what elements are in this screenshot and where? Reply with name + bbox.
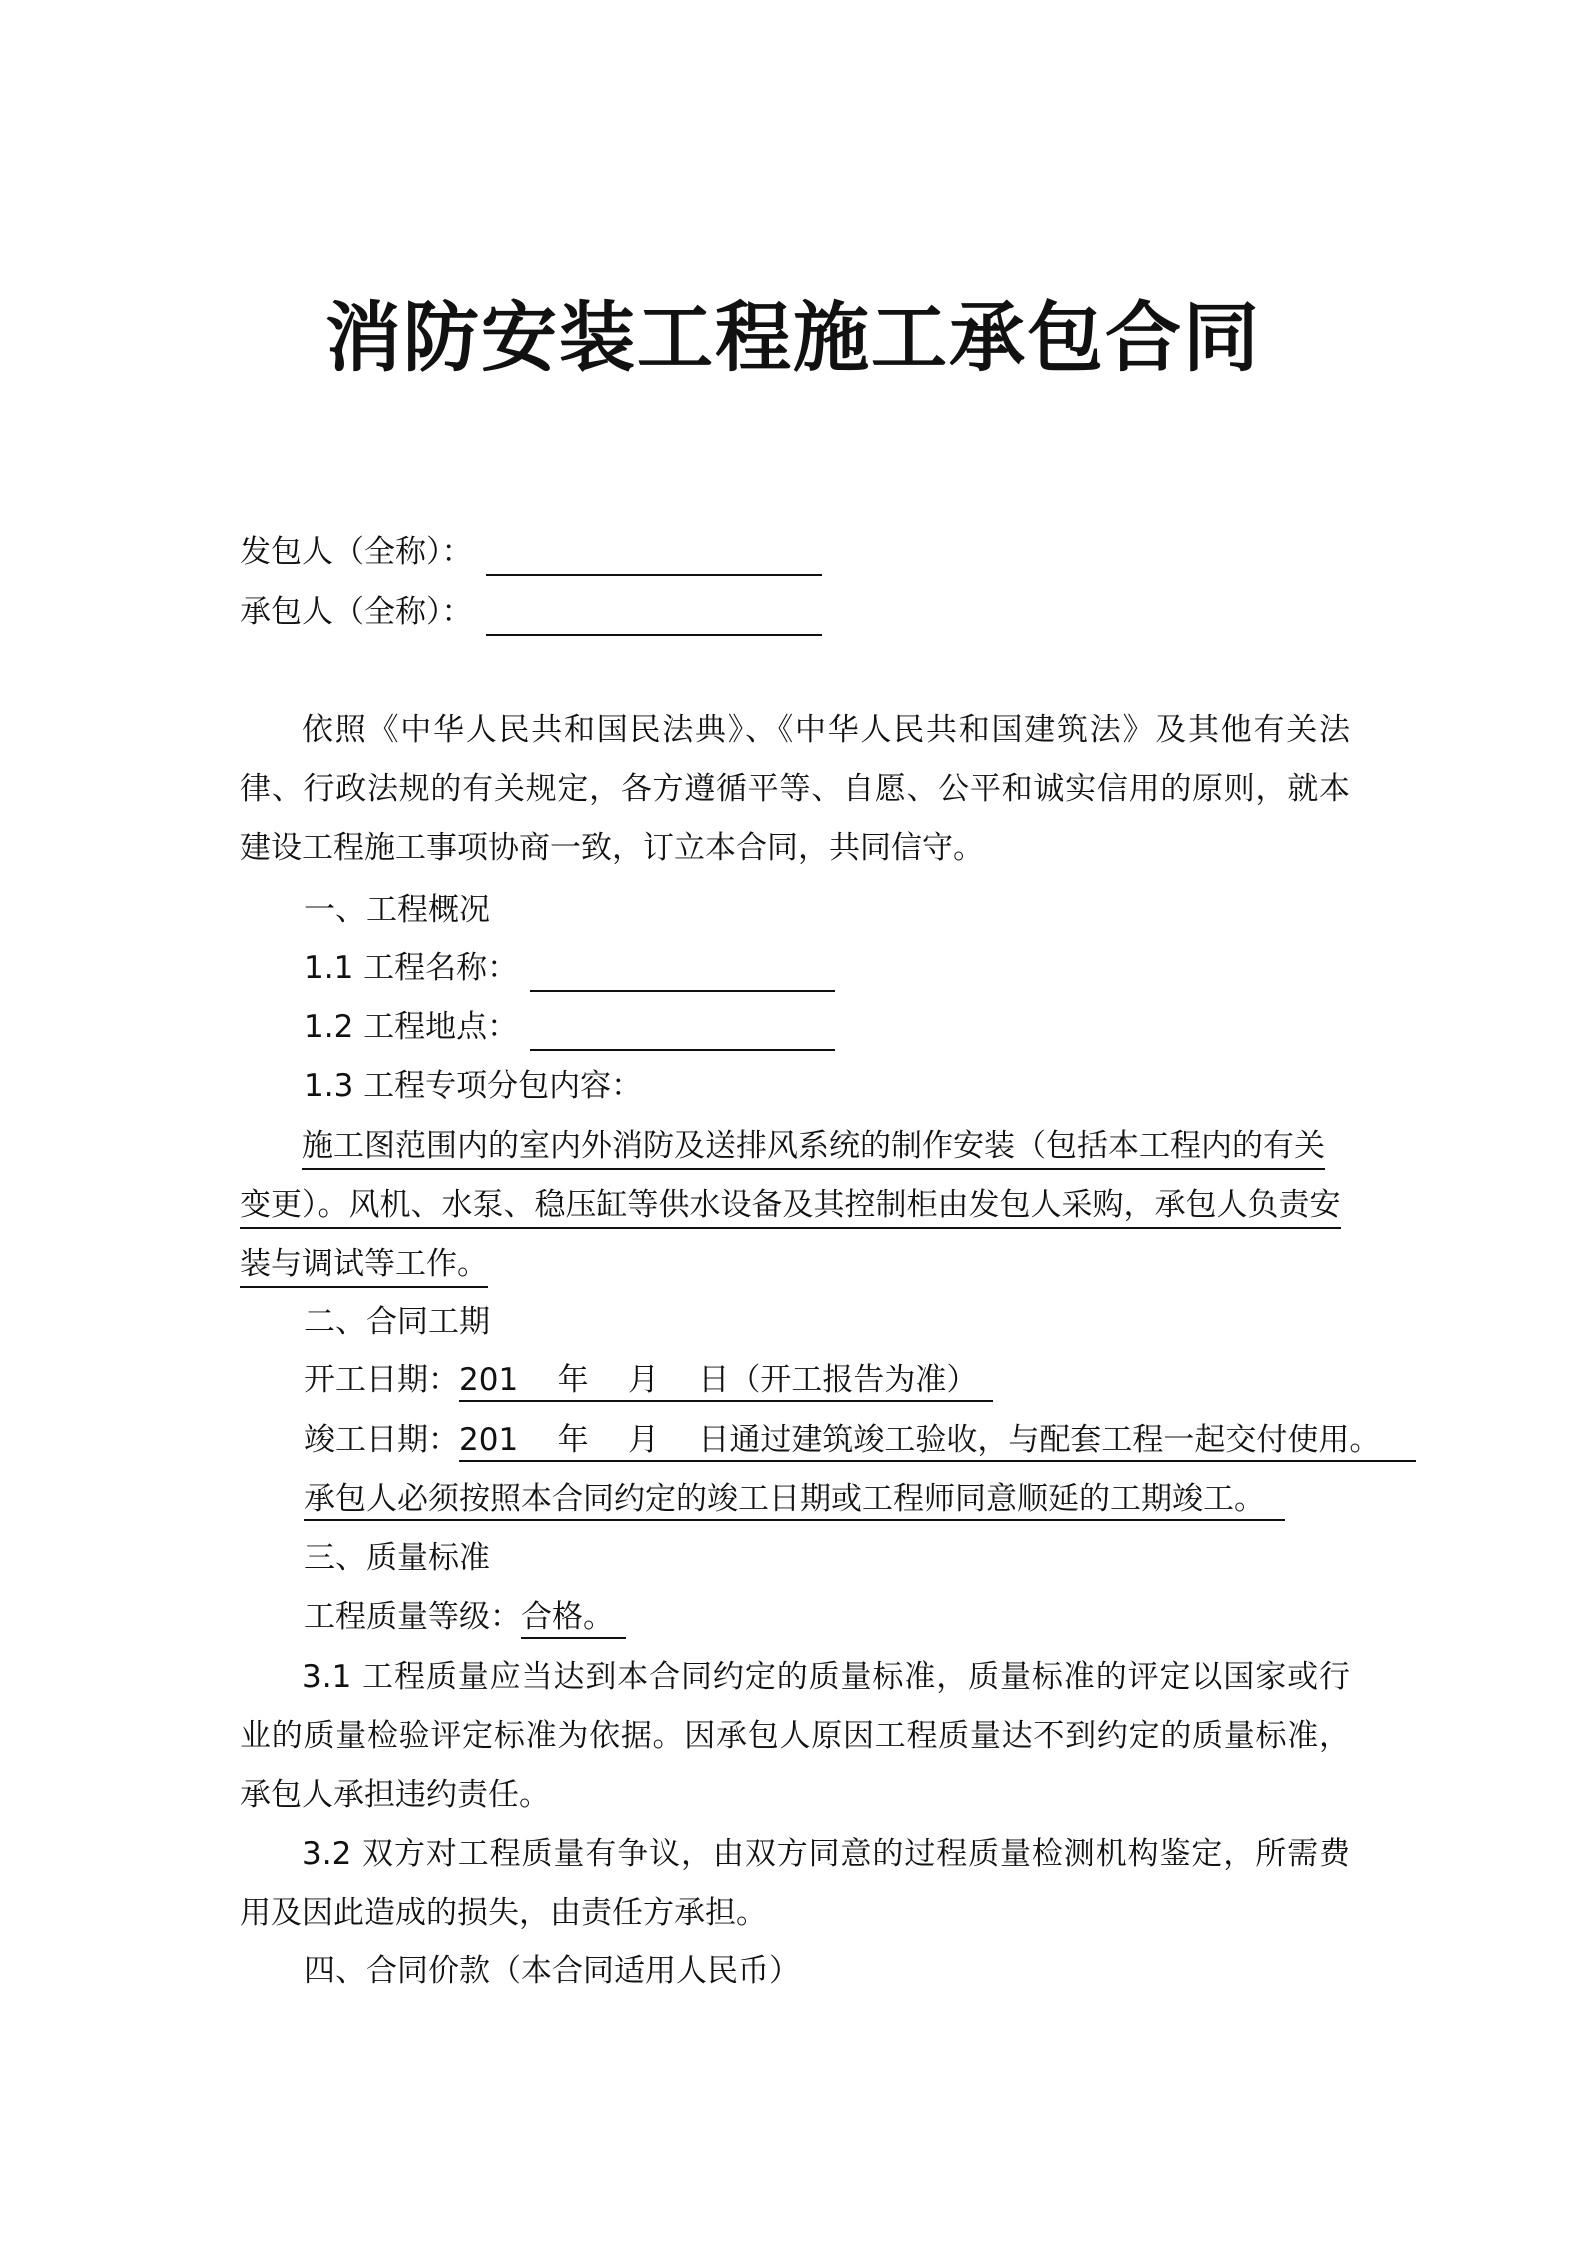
contractor-name-blank[interactable] <box>486 634 822 636</box>
section3-heading: 三、质量标准 <box>304 1540 490 1576</box>
project-location-blank[interactable] <box>530 1049 835 1051</box>
start-date-value[interactable]: 201 年 月 日（开工报告为准） <box>459 1362 993 1402</box>
start-date-line <box>304 1358 993 1402</box>
quality-grade-value[interactable]: 合格。 <box>521 1599 626 1639</box>
quality-grade-label: 工程质量等级： <box>304 1599 521 1635</box>
completion-obligation: 承包人必须按照本合同约定的竣工日期或工程师同意顺延的工期竣工。 <box>304 1481 1285 1521</box>
project-name-label: 1.1 工程名称： <box>304 950 519 986</box>
quality-clause-3-2: 3.2 双方对工程质量有争议，由双方同意的过程质量检测机构鉴定，所需费用及因此造成的损失，由责任方承担。 <box>240 1836 1350 1931</box>
employer-name-blank[interactable] <box>486 574 822 576</box>
quality-clause-3-1: 3.1 工程质量应当达到本合同约定的质量标准，质量标准的评定以国家或行业的质量检验评定标准为依据。因承包人原因工程质量达不到约定的质量标准，承包人承担违约责任。 <box>240 1659 1350 1813</box>
section1-heading: 一、工程概况 <box>304 892 490 928</box>
scope-text-underlined: 施工图范围内的室内外消防及送排风系统的制作安装（包括本工程内的有关变更）。风机、水泵、稳压缸等供水设备及其控制柜由发包人采购，承包人负责安装与调试等工作。 <box>240 1128 1341 1288</box>
section2-heading: 二、合同工期 <box>304 1304 490 1340</box>
completion-date-value[interactable]: 201 年 月 日通过建筑竣工验收，与配套工程一起交付使用。 <box>459 1422 1416 1462</box>
contractor-label: 承包人（全称）： <box>240 594 473 630</box>
section4-heading: 四、合同价款（本合同适用人民币） <box>304 1953 800 1989</box>
document-title: 消防安装工程施工承包合同 <box>325 293 1261 382</box>
completion-date-line <box>304 1418 1416 1462</box>
project-location-label: 1.2 工程地点： <box>304 1009 519 1045</box>
subcontract-scope-label: 1.3 工程专项分包内容： <box>304 1068 643 1104</box>
subcontract-scope-text <box>240 1117 1350 1294</box>
preamble-paragraph: 依照《中华人民共和国民法典》、《中华人民共和国建筑法》及其他有关法律、行政法规的有关规定，各方遵循平等、自愿、公平和诚实信用的原则，就本建设工程施工事项协商一致，订立本合同，共同信守。 <box>240 712 1350 866</box>
quality-grade-line <box>304 1595 626 1639</box>
employer-label: 发包人（全称）： <box>240 534 473 570</box>
start-date-label: 开工日期： <box>304 1362 459 1398</box>
completion-date-label: 竣工日期： <box>304 1422 459 1458</box>
project-name-blank[interactable] <box>530 990 835 992</box>
completion-obligation-line <box>304 1477 1285 1521</box>
